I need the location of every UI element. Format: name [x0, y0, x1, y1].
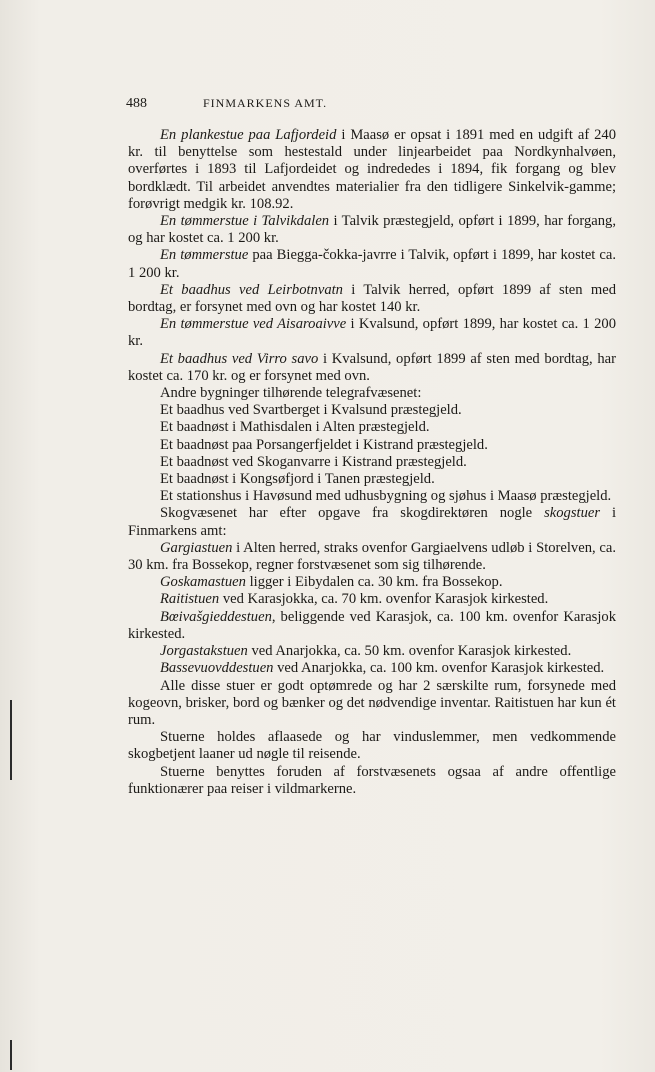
running-title: FINMARKENS AMT.	[203, 96, 328, 110]
paragraph: Et baadhus ved Svartberget i Kvalsund præstegjeld.	[160, 402, 462, 419]
stue-paragraph	[128, 574, 616, 591]
stue-paragraph	[128, 609, 616, 643]
stue-paragraph	[128, 643, 616, 660]
paragraph	[128, 282, 616, 316]
paragraph: Et baadnøst ved Skoganvarre i Kistrand præstegjeld.	[160, 453, 467, 470]
stue-name: Bassevuovddestuen	[160, 660, 274, 677]
paragraph	[128, 351, 616, 385]
paragraph	[128, 316, 616, 350]
paragraph	[128, 127, 616, 213]
scan-edge-mark	[10, 1040, 12, 1070]
stue-paragraph	[128, 660, 616, 677]
page-header	[126, 96, 446, 112]
paragraph-text: i Talvik præstegjeld, opført i 1899, har forgang, og har kostet ca. 1 200 kr.	[128, 213, 616, 247]
paragraph-lead: Et baadhus ved Virro savo	[160, 350, 319, 367]
paragraph-lead: En plankestue paa Lafjordeid	[160, 127, 337, 143]
paragraph-text: Skogvæsenet har efter opgave fra skogdirektøren nogle	[160, 505, 545, 522]
paragraph-text: ved Anarjokka, ca. 100 km. ovenfor Karasjok kirkested.	[273, 660, 605, 677]
page-number: 488	[126, 96, 147, 111]
paragraph: Et baadnøst paa Porsangerfjeldet i Kistrand præstegjeld.	[160, 436, 488, 453]
paragraph-text: i Kvalsund, opført 1899 af sten med bordtag, har kostet ca. 170 kr. og er forsynet med ovn.	[128, 350, 616, 384]
closing-paragraph: Stuerne benyttes foruden af forstvæsenets ogsaa af andre offentlige funktionærer paa reiser i vildmarkerne.	[128, 763, 616, 797]
page-body	[128, 127, 616, 798]
stue-name: Gargiastuen	[160, 539, 233, 556]
paragraph-lead: En tømmerstue ved Aisaroaivve	[160, 316, 347, 333]
paragraph-text: i Alten herred, straks ovenfor Gargiaelvens udløb i Storelven, ca. 30 km. fra Bossekop, regner forstvæsenet som sig tilhørende.	[128, 539, 616, 574]
stue-paragraph	[128, 540, 616, 574]
paragraph	[128, 213, 616, 247]
closing-paragraph: Alle disse stuer er godt optømrede og har 2 særskilte rum, forsynede med kogeovn, brisker, bord og bænker og det nødvendige inventar. Raitistuen har kun ét rum.	[128, 677, 616, 728]
paragraph-text: i Kvalsund, opført 1899, har kostet ca. 1 200 kr.	[128, 316, 617, 350]
paragraph-text: i Talvik herred, opført 1899 af sten med bordtag, er forsynet med ovn og har kostet 140 kr.	[128, 281, 616, 316]
scan-edge-mark	[10, 700, 12, 780]
stue-name: Bœivašgieddestuen	[160, 608, 272, 625]
paragraph-text: ligger i Eibydalen ca. 30 km. fra Bossekop.	[245, 574, 503, 591]
stue-name: Goskamastuen	[160, 574, 246, 591]
paragraph-lead: En tømmerstue	[160, 247, 249, 264]
paragraph-text: ved Anarjokka, ca. 50 km. ovenfor Karasjok kirkested.	[247, 643, 572, 660]
paragraph-text: i Maasø er opsat i 1891 med en udgift af 240 kr. til benyttelse som hestestald under linjearbeidet paa Nordkynhalvøen, overførtes i 1893 til Lafjordeidet og indrededes i 1894, fik forgang og blev bordklædt. Til arbeidet anvendtes materialier fra den tidligere Sinkelvik-gamme; forøvrigt medgik kr. 108.92.	[128, 127, 617, 212]
paragraph-text: i Finmarkens amt:	[128, 505, 616, 539]
paragraph: Et baadnøst i Mathisdalen i Alten præstegjeld.	[160, 419, 430, 436]
paragraph	[128, 247, 616, 281]
paragraph: Andre bygninger tilhørende telegrafvæsenet:	[160, 385, 422, 402]
paragraph-lead: En tømmerstue i Talvikdalen	[160, 213, 330, 230]
italic-term: skogstuer	[544, 505, 601, 522]
stue-name: Jorgastakstuen	[160, 643, 248, 660]
closing-paragraph: Stuerne holdes aflaasede og har vinduslemmer, men vedkommende skogbetjent laaner ud nøgle til reisende.	[128, 729, 616, 763]
paragraph-lead: Et baadhus ved Leirbotnvatn	[160, 281, 343, 298]
stue-name: Raitistuen	[160, 591, 220, 608]
stue-paragraph	[128, 591, 616, 608]
paragraph-text: ved Karasjokka, ca. 70 km. ovenfor Karasjok kirkested.	[219, 591, 549, 608]
paragraph-text: paa Biegga-čokka-javrre i Talvik, opført i 1899, har kostet ca. 1 200 kr.	[128, 247, 616, 281]
paragraph-text: , beliggende ved Karasjok, ca. 100 km. ovenfor Karasjok kirkested.	[128, 608, 616, 642]
paragraph: Et stationshus i Havøsund med udhusbygning og sjøhus i Maasø præstegjeld.	[160, 488, 612, 505]
paragraph: Et baadnøst i Kongsøfjord i Tanen præstegjeld.	[160, 471, 435, 488]
skog-intro-paragraph	[128, 505, 616, 539]
